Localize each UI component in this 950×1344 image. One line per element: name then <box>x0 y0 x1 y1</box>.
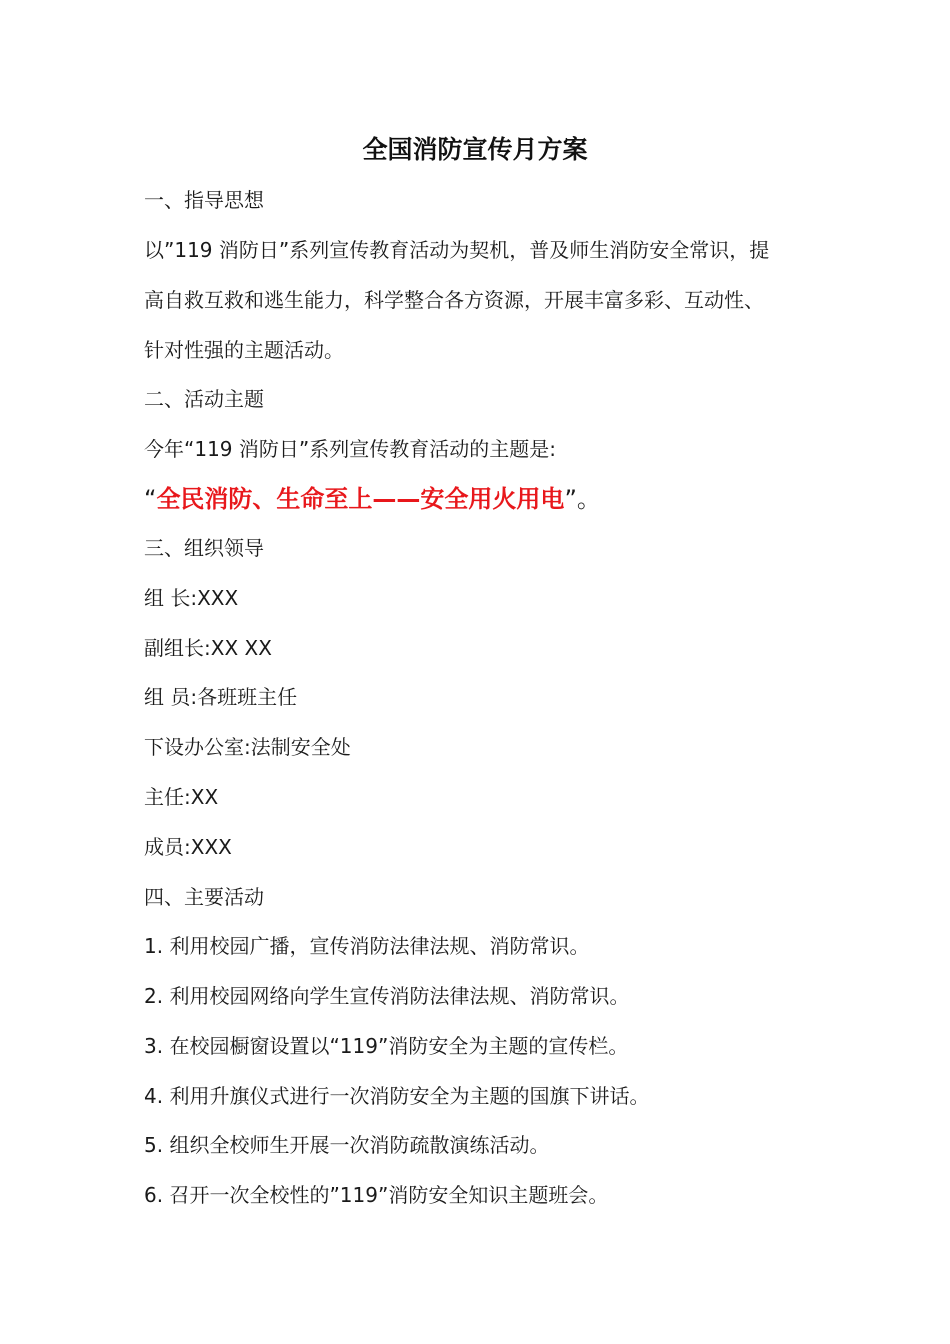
paragraph-line: 以”119 消防日”系列宣传教育活动为契机，普及师生消防安全常识，提 <box>144 238 770 262</box>
theme-open-quote: “ <box>144 485 157 513</box>
section-heading-main-activities: 四、主要活动 <box>144 885 264 909</box>
theme-highlight: 全民消防、生命至上——安全用火用电 <box>156 485 565 513</box>
org-line-deputy: 副组长:XX XX <box>144 636 272 660</box>
org-line-members: 组 员:各班班主任 <box>144 685 298 709</box>
activity-item: 5. 组织全校师生开展一次消防疏散演练活动。 <box>144 1133 550 1157</box>
org-line-staff: 成员:XXX <box>144 835 232 859</box>
activity-item: 1. 利用校园广播，宣传消防法律法规、消防常识。 <box>144 934 590 958</box>
theme-statement <box>144 482 824 516</box>
org-line-leader: 组 长:XXX <box>144 586 239 610</box>
section-heading-guiding-ideology: 一、指导思想 <box>144 188 264 212</box>
paragraph-line: 针对性强的主题活动。 <box>144 338 344 362</box>
activity-item: 6. 召开一次全校性的”119”消防安全知识主题班会。 <box>144 1183 609 1207</box>
section-heading-activity-theme: 二、活动主题 <box>144 387 264 411</box>
activity-item: 4. 利用升旗仪式进行一次消防安全为主题的国旗下讲话。 <box>144 1084 650 1108</box>
document-title: 全国消防宣传月方案 <box>362 135 588 164</box>
theme-close-quote: ”。 <box>564 485 601 513</box>
section-heading-organization: 三、组织领导 <box>144 536 264 560</box>
activity-item: 3. 在校园橱窗设置以“119”消防安全为主题的宣传栏。 <box>144 1034 629 1058</box>
theme-intro: 今年“119 消防日”系列宣传教育活动的主题是: <box>144 437 556 461</box>
org-line-director: 主任:XX <box>144 785 219 809</box>
paragraph-line: 高自救互救和逃生能力，科学整合各方资源，开展丰富多彩、互动性、 <box>144 288 764 312</box>
org-line-office: 下设办公室:法制安全处 <box>144 735 351 759</box>
activity-item: 2. 利用校园网络向学生宣传消防法律法规、消防常识。 <box>144 984 630 1008</box>
